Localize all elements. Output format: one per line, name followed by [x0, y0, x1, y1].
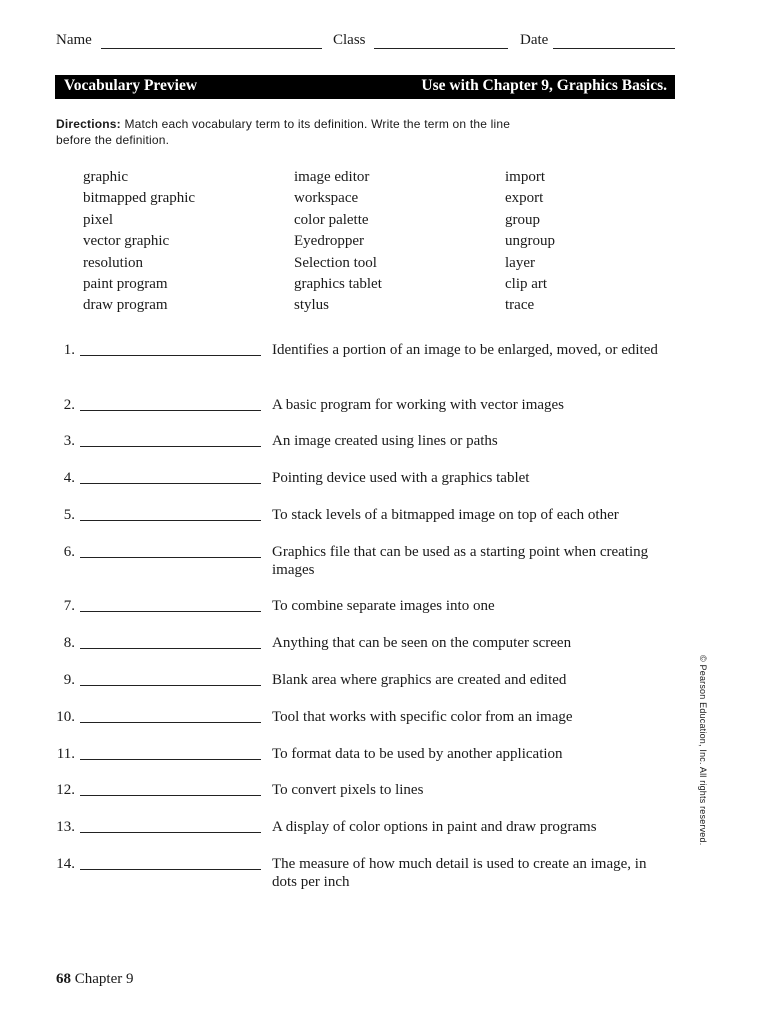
- word-bank-term: draw program: [83, 297, 168, 314]
- item-number: 5.: [63, 507, 75, 523]
- item-definition: Pointing device used with a graphics tablet: [272, 470, 530, 486]
- item-number: 11.: [56, 746, 75, 762]
- item-definition: An image created using lines or paths: [272, 433, 498, 449]
- word-bank-term: pixel: [83, 211, 113, 228]
- word-bank-term: graphics tablet: [294, 276, 382, 293]
- answer-blank[interactable]: [80, 759, 261, 760]
- item-definition: Tool that works with specific color from an image: [272, 709, 573, 725]
- answer-blank[interactable]: [80, 869, 261, 870]
- answer-blank[interactable]: [80, 557, 261, 558]
- item-definition: Identifies a portion of an image to be enlarged, moved, or edited: [272, 342, 658, 358]
- word-bank-term: workspace: [294, 190, 359, 207]
- name-label: Name: [56, 32, 92, 48]
- answer-blank[interactable]: [80, 648, 261, 649]
- name-field[interactable]: [101, 48, 322, 49]
- answer-blank[interactable]: [80, 446, 261, 447]
- directions: [56, 116, 536, 148]
- word-bank-term: Selection tool: [294, 254, 377, 271]
- word-bank-term: resolution: [83, 254, 143, 271]
- word-bank-term: group: [505, 211, 540, 228]
- directions-label: Directions:: [56, 117, 121, 131]
- word-bank-term: export: [505, 190, 544, 207]
- item-definition: Blank area where graphics are created and edited: [272, 672, 567, 688]
- item-number: 2.: [63, 397, 75, 413]
- word-bank-term: image editor: [294, 169, 370, 185]
- item-definition: A display of color options in paint and draw programs: [272, 819, 597, 835]
- word-bank-term: bitmapped graphic: [83, 190, 196, 207]
- answer-blank[interactable]: [80, 795, 261, 796]
- item-number: 12.: [56, 782, 75, 798]
- answer-blank[interactable]: [80, 685, 261, 686]
- page-footer: [56, 971, 133, 988]
- word-bank-column-2: [294, 167, 382, 317]
- item-number: 7.: [63, 598, 75, 614]
- word-bank-column-1: [83, 167, 195, 317]
- word-bank-term: Eyedropper: [294, 233, 364, 250]
- answer-blank[interactable]: [80, 520, 261, 521]
- word-bank-term: paint program: [83, 276, 168, 293]
- item-definition: To stack levels of a bitmapped image on top of each other: [272, 507, 619, 523]
- word-bank-term: ungroup: [505, 233, 555, 250]
- answer-blank[interactable]: [80, 355, 261, 356]
- item-definition: To format data to be used by another application: [272, 746, 563, 762]
- answer-blank[interactable]: [80, 611, 261, 612]
- item-number: 1.: [63, 342, 75, 358]
- item-number: 4.: [63, 470, 75, 486]
- title-bar: [55, 75, 675, 99]
- item-definition: To convert pixels to lines: [272, 782, 424, 798]
- class-label: Class: [333, 32, 366, 48]
- answer-blank[interactable]: [80, 832, 261, 833]
- directions-text: Match each vocabulary term to its definition. Write the term on the line before the definition.: [56, 117, 511, 147]
- word-bank-column-3: [505, 167, 555, 317]
- item-number: 9.: [63, 672, 75, 688]
- footer-chapter: Chapter 9: [74, 971, 134, 987]
- answer-blank[interactable]: [80, 722, 261, 723]
- answer-blank[interactable]: [80, 483, 261, 484]
- section-title: Vocabulary Preview: [64, 77, 198, 94]
- item-definition: Graphics file that can be used as a starting point when creating images: [272, 544, 649, 578]
- word-bank-term: import: [505, 169, 545, 185]
- item-number: 6.: [63, 544, 75, 560]
- date-label: Date: [520, 32, 549, 48]
- class-field[interactable]: [374, 48, 508, 49]
- item-number: 8.: [63, 635, 75, 651]
- item-definition: A basic program for working with vector images: [272, 397, 565, 413]
- item-definition: The measure of how much detail is used to create an image, in dots per inch: [272, 856, 647, 890]
- word-bank-term: graphic: [83, 169, 128, 185]
- date-field[interactable]: [553, 48, 675, 49]
- chapter-reference: Use with Chapter 9, Graphics Basics.: [421, 77, 667, 94]
- item-number: 14.: [56, 856, 75, 872]
- word-bank-term: color palette: [294, 211, 369, 228]
- answer-blank[interactable]: [80, 410, 261, 411]
- word-bank-term: vector graphic: [83, 233, 170, 250]
- item-number: 3.: [63, 433, 75, 449]
- page-number: 68: [56, 971, 71, 987]
- word-bank-term: layer: [505, 254, 535, 271]
- word-bank-term: trace: [505, 297, 535, 314]
- word-bank-term: clip art: [505, 276, 548, 293]
- item-number: 10.: [56, 709, 75, 725]
- item-number: 13.: [56, 819, 75, 835]
- item-definition: Anything that can be seen on the computer screen: [272, 635, 572, 651]
- copyright-notice: © Pearson Education, Inc. All rights reserved.: [698, 655, 708, 846]
- word-bank-term: stylus: [294, 297, 330, 314]
- item-definition: To combine separate images into one: [272, 598, 495, 614]
